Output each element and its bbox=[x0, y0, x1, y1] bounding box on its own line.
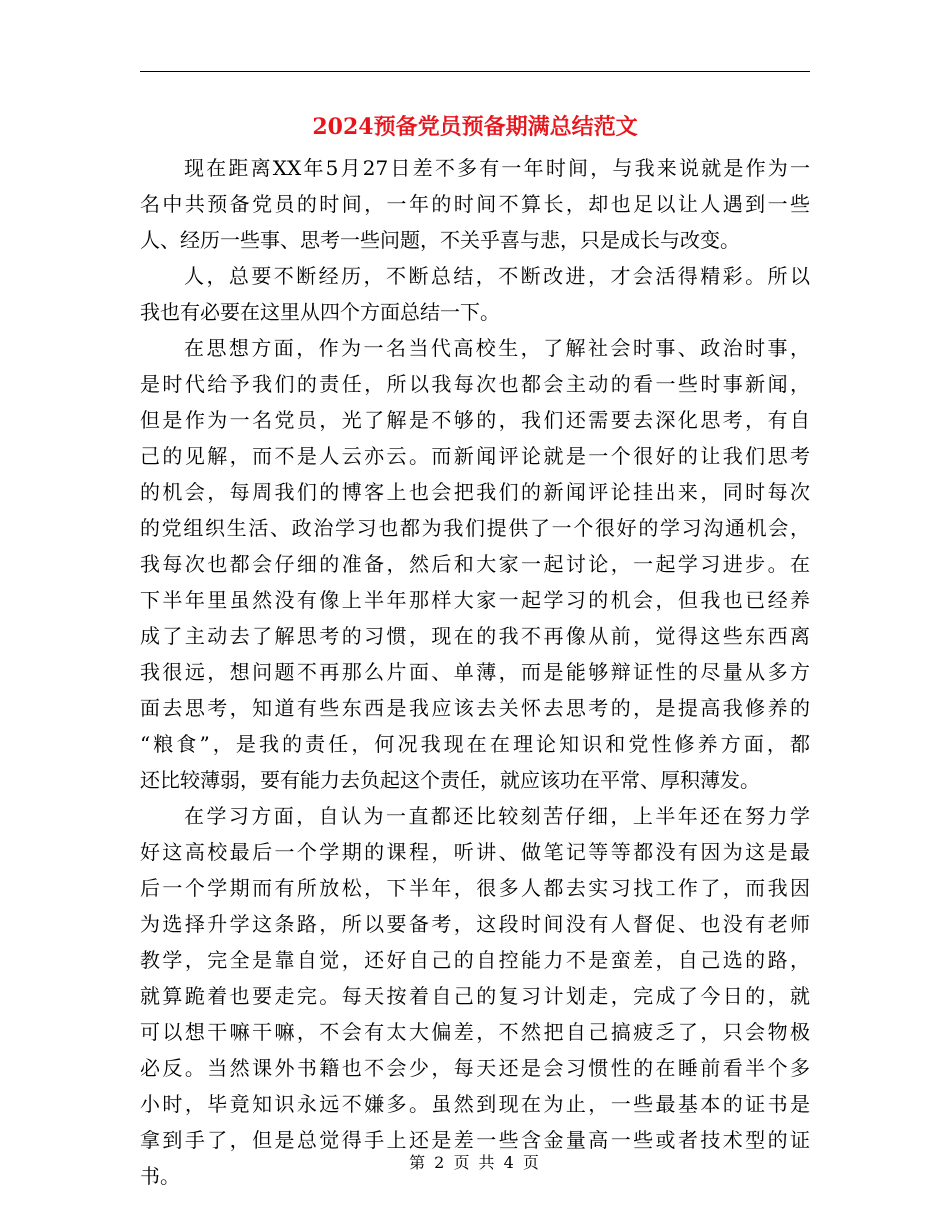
paragraph-line: 的机会，每周我们的博客上也会把我们的新闻评论挂出来，同时每次 bbox=[140, 480, 810, 504]
document-title: 2024预备党员预备期满总结范文 bbox=[312, 114, 638, 140]
page-number-footer: 第 2 页 共 4 页 bbox=[409, 1153, 541, 1172]
paragraph-line: 我每次也都会仔细的准备，然后和大家一起讨论，一起学习进步。在 bbox=[140, 552, 810, 576]
paragraph-line: 后一个学期而有所放松，下半年，很多人都去实习找工作了，而我因 bbox=[140, 876, 810, 900]
paragraph-line: 就算跪着也要走完。每天按着自己的复习计划走，完成了今日的，就 bbox=[140, 984, 810, 1008]
paragraph-line: 好这高校最后一个学期的课程，听讲、做笔记等等都没有因为这是最 bbox=[140, 840, 810, 864]
paragraph-line: 但是作为一名党员，光了解是不够的，我们还需要去深化思考，有自 bbox=[140, 408, 810, 432]
paragraph-line: 的党组织生活、政治学习也都为我们提供了一个很好的学习沟通机会， bbox=[140, 516, 810, 540]
paragraph-line: 下半年里虽然没有像上半年那样大家一起学习的机会，但我也已经养 bbox=[140, 588, 810, 612]
paragraph-line: 己的见解，而不是人云亦云。而新闻评论就是一个很好的让我们思考 bbox=[140, 444, 810, 468]
paragraph-line: 我很远，想问题不再那么片面、单薄，而是能够辩证性的尽量从多方 bbox=[140, 660, 810, 684]
header-rule bbox=[140, 71, 810, 72]
paragraph-line: 在思想方面，作为一名当代高校生，了解社会时事、政治时事， bbox=[184, 336, 810, 360]
paragraph-line: 成了主动去了解思考的习惯，现在的我不再像从前，觉得这些东西离 bbox=[140, 624, 810, 648]
paragraph-line: 人、经历一些事、思考一些问题，不关乎喜与悲，只是成长与改变。 bbox=[140, 228, 740, 252]
paragraph-line: 拿到手了，但是总觉得手上还是差一些含金量高一些或者技术型的证 bbox=[140, 1128, 810, 1152]
paragraph-line: 教学，完全是靠自觉，还好自己的自控能力不是蛮差，自己选的路， bbox=[140, 948, 810, 972]
paragraph-line: 书。 bbox=[140, 1164, 180, 1188]
paragraph-line: 面去思考，知道有些东西是我应该去关怀去思考的，是提高我修养的 bbox=[140, 696, 810, 720]
paragraph-line: “粮食”，是我的责任，何况我现在在理论知识和党性修养方面，都 bbox=[140, 732, 810, 756]
paragraph-line: 为选择升学这条路，所以要备考，这段时间没有人督促、也没有老师 bbox=[140, 912, 810, 936]
paragraph-line: 必反。当然课外书籍也不会少，每天还是会习惯性的在睡前看半个多 bbox=[140, 1056, 810, 1080]
paragraph-line: 我也有必要在这里从四个方面总结一下。 bbox=[140, 300, 500, 324]
paragraph-line: 是时代给予我们的责任，所以我每次也都会主动的看一些时事新闻， bbox=[140, 372, 810, 396]
paragraph-line: 名中共预备党员的时间，一年的时间不算长，却也足以让人遇到一些 bbox=[140, 192, 810, 216]
paragraph-line: 在学习方面，自认为一直都还比较刻苦仔细，上半年还在努力学 bbox=[184, 804, 810, 828]
paragraph-line: 可以想干嘛干嘛，不会有太大偏差，不然把自己搞疲乏了，只会物极 bbox=[140, 1020, 810, 1044]
paragraph-line: 现在距离XX年5月27日差不多有一年时间，与我来说就是作为一 bbox=[184, 156, 810, 180]
document-body bbox=[140, 150, 810, 1194]
paragraph-line: 小时，毕竟知识永远不嫌多。虽然到现在为止，一些最基本的证书是 bbox=[140, 1092, 810, 1116]
paragraph-line: 人，总要不断经历，不断总结，不断改进，才会活得精彩。所以 bbox=[184, 264, 810, 288]
paragraph-line: 还比较薄弱，要有能力去负起这个责任，就应该功在平常、厚积薄发。 bbox=[140, 768, 760, 792]
